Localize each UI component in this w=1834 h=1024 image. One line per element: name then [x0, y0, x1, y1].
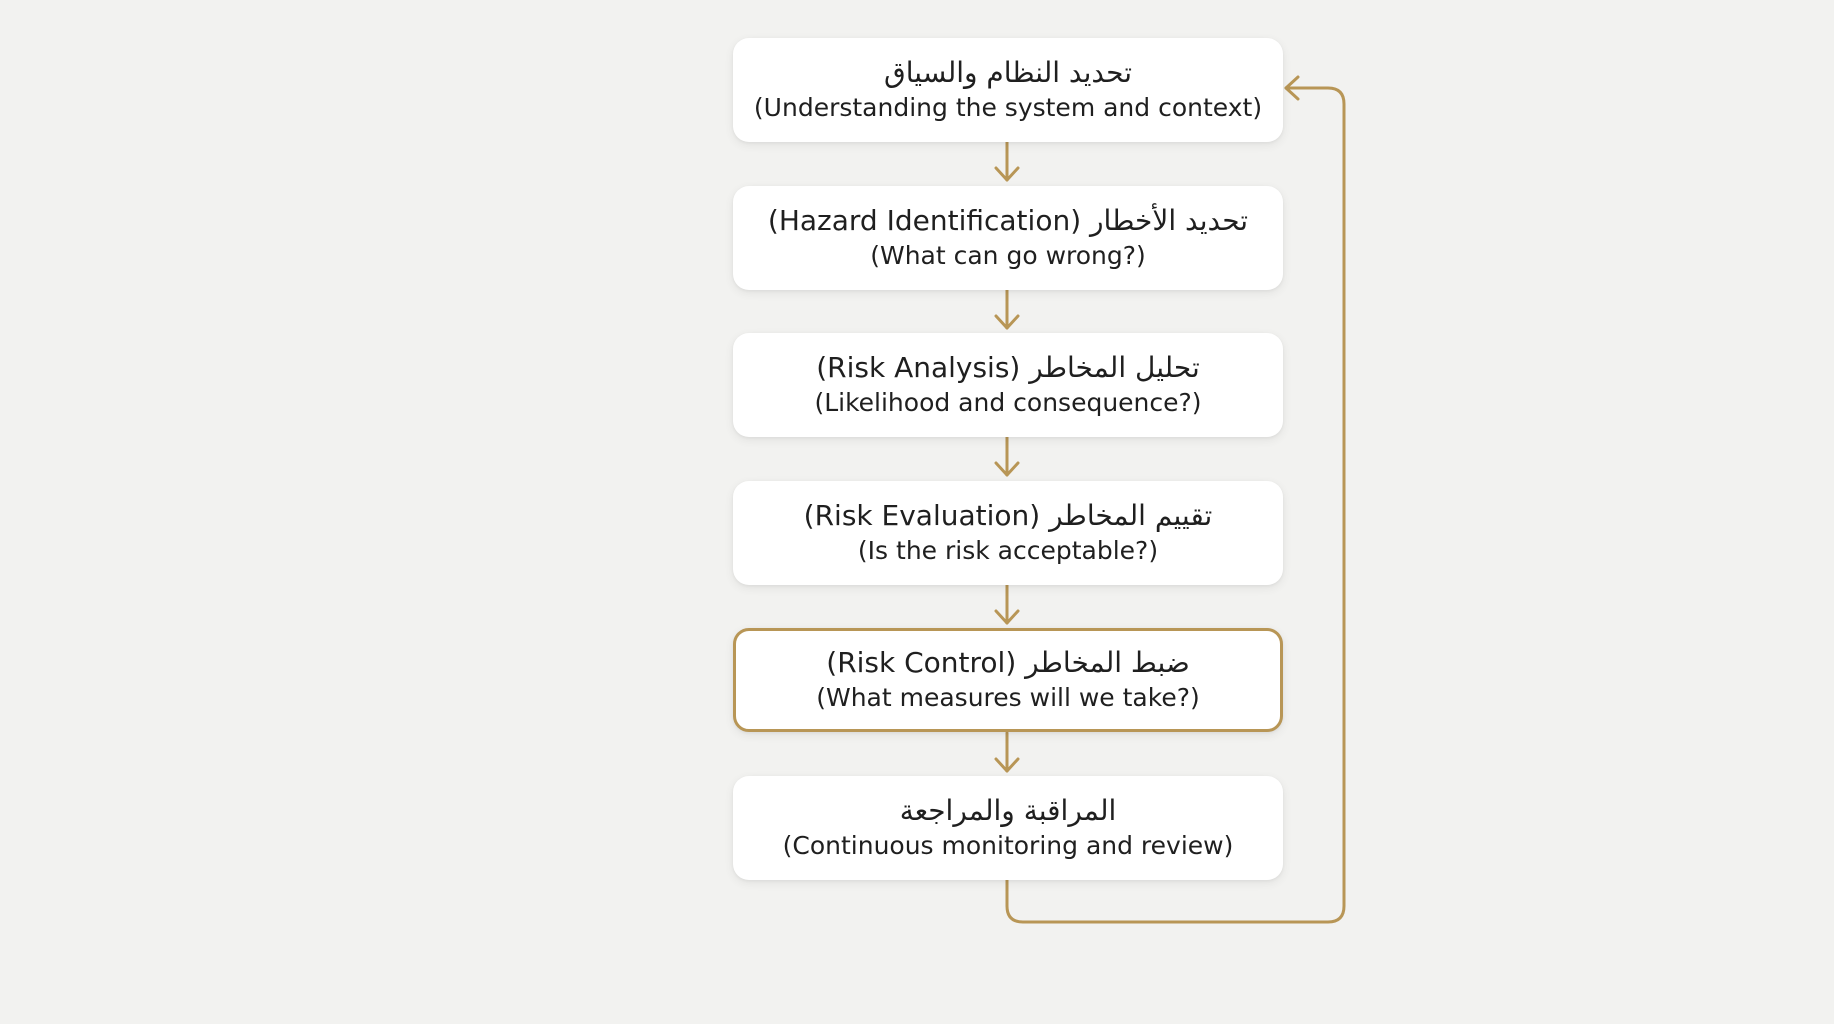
step-subtitle: (What measures will we take?)	[816, 683, 1200, 712]
step-box-hazard-identification	[733, 186, 1283, 290]
step-title: تحديد النظام والسياق	[884, 56, 1132, 89]
step-subtitle: (Understanding the system and context)	[753, 93, 1263, 122]
step-box-monitoring-review	[733, 776, 1283, 880]
step-box-system-context	[733, 38, 1283, 142]
step-title: (Risk Control) ضبط المخاطر	[826, 646, 1190, 679]
step-box-risk-evaluation	[733, 481, 1283, 585]
step-box-risk-analysis	[733, 333, 1283, 437]
step-box-risk-control	[733, 628, 1283, 732]
step-title: (Risk Analysis) تحليل المخاطر	[816, 351, 1200, 384]
step-subtitle: (Continuous monitoring and review)	[782, 831, 1234, 860]
step-title: المراقبة والمراجعة	[899, 794, 1117, 827]
arrow-down-icon	[996, 290, 1018, 328]
arrow-down-icon	[996, 142, 1018, 180]
arrow-down-icon	[996, 437, 1018, 475]
step-subtitle: (Likelihood and consequence?)	[814, 388, 1202, 417]
arrow-down-icon	[996, 585, 1018, 623]
step-title: (Risk Evaluation) تقييم المخاطر	[803, 499, 1213, 532]
arrow-down-icon	[996, 733, 1018, 771]
step-subtitle: (What can go wrong?)	[870, 241, 1146, 270]
step-title: (Hazard Identification) تحديد الأخطار	[767, 204, 1249, 237]
step-subtitle: (Is the risk acceptable?)	[857, 536, 1159, 565]
